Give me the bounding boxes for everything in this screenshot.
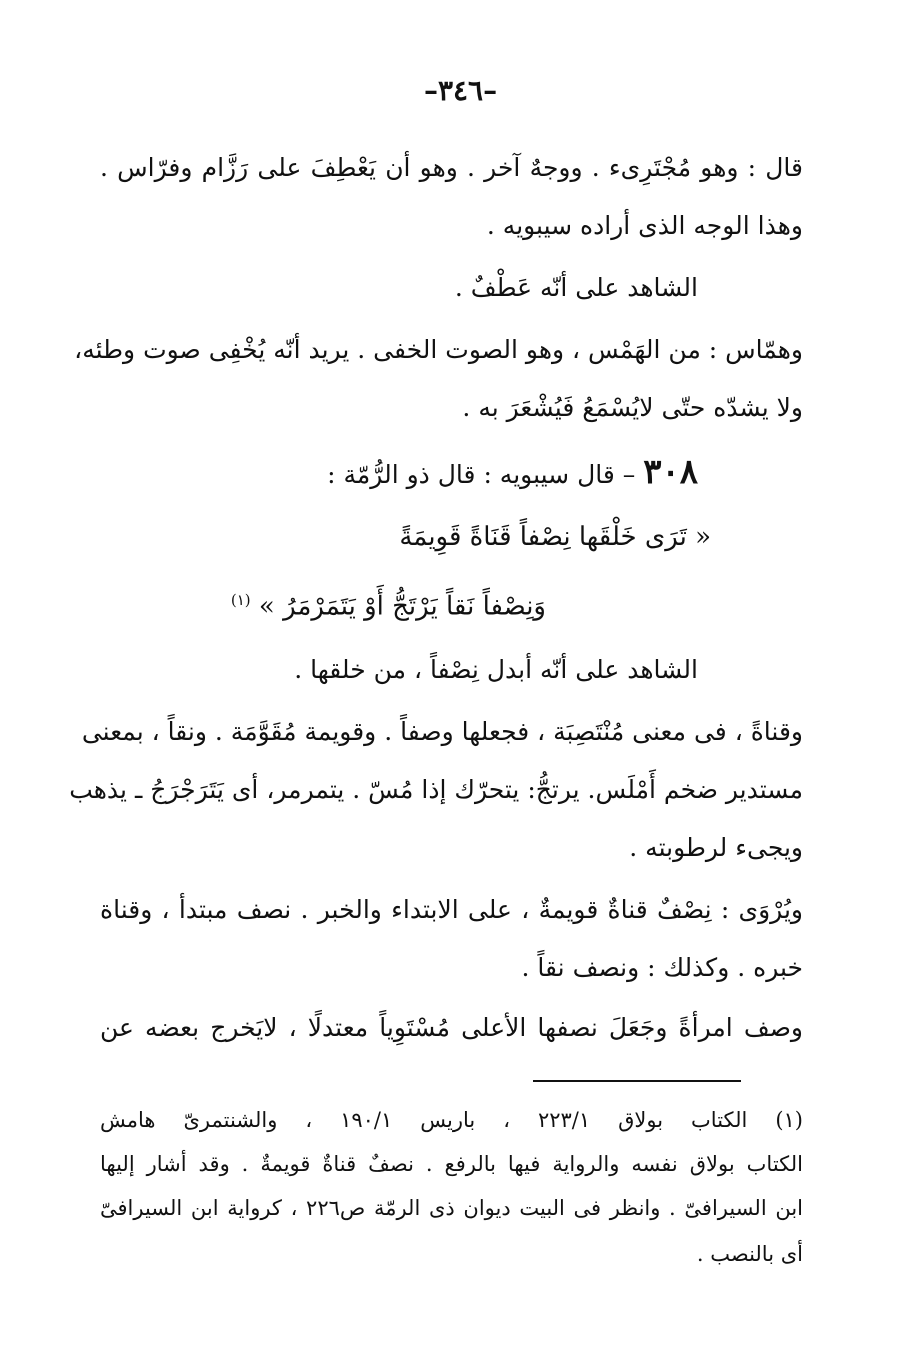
- page-number: –٣٤٦–: [423, 74, 498, 107]
- body-line-6: الشاهد على أنّه أبدل نِصْفاً ، من خلقها .: [294, 655, 698, 684]
- body-line-12: وصف امرأةً وجَعَلَ نصفها الأعلى مُسْتَوِياً معتدلًا ، لايَخرج بعضه عن: [100, 1013, 803, 1042]
- body-line-7: وقناةً ، فى معنى مُنْتَصِبَة ، فجعلها وصفاً . وقويمة مُقَوَّمَة . ونقاً ، بمعنى: [81, 717, 803, 746]
- verse-hemistich-1: « تَرَى خَلْقَها نِصْفاً قَنَاةً قَوِيمَةً: [399, 522, 711, 552]
- entry-heading-line: [327, 452, 698, 495]
- footnote-ref: (١): [230, 591, 251, 609]
- body-line-10: ويُرْوَى : نِصْفٌ قناةٌ قويمةٌ ، على الابتداء والخبر . نصف مبتدأ ، وقناة: [100, 895, 803, 924]
- body-line-11: خبره . وكذلك : ونصف نقاً .: [521, 953, 803, 982]
- body-line-3: الشاهد على أنّه عَطْفٌ .: [454, 273, 698, 302]
- footnote-line-2: الكتاب بولاق نفسه والرواية فيها بالرفع . نصفٌ قناةٌ قويمةٌ . وقد أشار إليها: [100, 1152, 803, 1176]
- verse-hemistich-2-line: [231, 580, 546, 627]
- entry-number: ٣٠٨: [643, 452, 698, 492]
- body-line-1: قال : وهو مُجْتَرِىء . ووجهٌ آخر . وهو أن يَعْطِفَ على رَزَّام وفرّاس .: [100, 153, 803, 182]
- verse-hemistich-2: وَنِصْفاً نَقاً يَرْتَجُّ أَوْ يَتَمَرْمَرُ »: [258, 591, 546, 622]
- footnote-line-3: ابن السيرافىّ . وانظر فى البيت ديوان ذى الرمّة ص٢٢٦ ، كرواية ابن السيرافىّ: [100, 1196, 803, 1220]
- footnote-rule: [533, 1080, 741, 1082]
- body-line-5: ولا يشدّه حتّى لايُسْمَعُ فَيُشْعَرَ به .: [462, 393, 803, 422]
- body-line-2: وهذا الوجه الذى أراده سيبويه .: [486, 211, 803, 240]
- body-line-8: مستدير ضخم أَمْلَس. يرتجُّ: يتحرّك إذا مُسّ . يتمرمر، أى يَتَرَجْرَجُ ـ يذهب: [69, 775, 803, 804]
- entry-heading: – قال سيبويه : قال ذو الرُّمّة :: [327, 460, 636, 489]
- footnote-line-1: (١) الكتاب بولاق ٢٢٣/١ ، باريس ١٩٠/١ ، والشنتمرىّ هامش: [100, 1108, 803, 1132]
- footnote-line-4: أى بالنصب .: [696, 1242, 803, 1266]
- body-line-9: ويجىء لرطوبته .: [629, 833, 803, 862]
- body-line-4: وهمّاس : من الهَمْس ، وهو الصوت الخفى . يريد أنّه يُخْفِى صوت وطئه،: [74, 335, 803, 364]
